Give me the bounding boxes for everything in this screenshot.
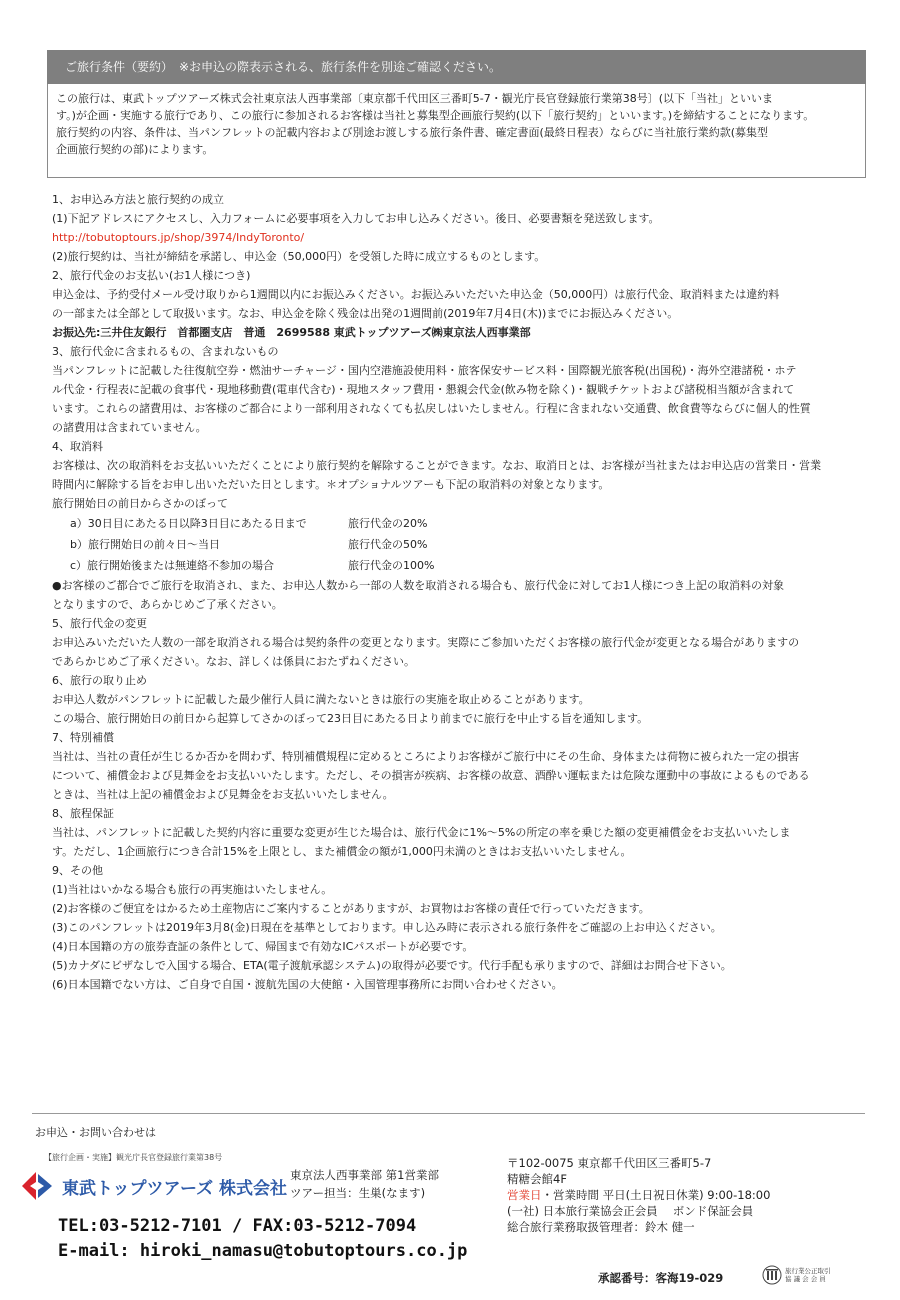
application-url-link[interactable]: http://tobutoptours.jp/shop/3974/IndyToronto/	[52, 231, 305, 244]
text: 申込金は、予約受付メール受け取りから1週間以内にお振込みください。お振込みいただいた申込金（50,000円）は旅行代金、取消料または違約料	[52, 288, 780, 301]
cancellation-fee: 旅行代金の100%	[348, 559, 435, 572]
text: す。ただし、1企画旅行につき合計15%を上限とし、また補償金の額が1,000円未満のときはお支払いいたしません。	[52, 845, 632, 858]
cancellation-row	[70, 513, 862, 534]
cancellation-row	[70, 534, 862, 555]
contact-heading: お申込・お問い合わせは	[35, 1126, 156, 1139]
cancellation-fee-table	[70, 513, 862, 576]
text: (2)旅行契約は、当社が締結を承諾し、申込金（50,000円）を受領した時に成立するものとします。	[52, 250, 546, 263]
postal-address: 〒102-0075 東京都千代田区三番町5-7	[507, 1156, 712, 1170]
cancellation-fee: 旅行代金の20%	[348, 517, 428, 530]
section-title-other: 9、その他	[52, 864, 103, 877]
membership: (一社) 日本旅行業協会正会員 ボンド保証会員	[507, 1204, 754, 1218]
section-title-special-compensation: 7、特別補償	[52, 731, 114, 744]
text: 当パンフレットに記載した往復航空券・燃油サーチャージ・国内空港施設使用料・旅客保安サービス料・国際観光旅客税(出国税)・海外空港諸税・ホテ	[52, 364, 797, 377]
text: 旅行開始日の前日からさかのぼって	[52, 497, 228, 510]
section-title-price-change: 5、旅行代金の変更	[52, 617, 147, 630]
section-title-itinerary-guarantee: 8、旅程保証	[52, 807, 114, 820]
text: 当社は、パンフレットに記載した契約内容に重要な変更が生じた場合は、旅行代金に1%～5%の所定の率を乗じた額の変更補償金をお支払いいたしま	[52, 826, 791, 839]
list-item: (4)日本国籍の方の旅券査証の条件として、帰国まで有効なICパスポートが必要です。	[52, 940, 474, 953]
company-logo-mark-icon	[20, 1170, 54, 1202]
business-hours-text: ・営業時間 平日(土日祝日休業) 9:00-18:00	[541, 1188, 771, 1202]
license-text: 【旅行企画・実施】観光庁長官登録旅行業第38号	[44, 1153, 223, 1162]
terms-content	[52, 190, 862, 994]
company-logo	[20, 1170, 287, 1202]
approval-number: 承認番号：客海19-029	[598, 1271, 724, 1285]
bank-account: お振込先:三井住友銀行 首都圏支店 普通 2699588 東武トップツアーズ㈱東京法人西事業部	[52, 326, 531, 339]
cancellation-period: c）旅行開始後または無連絡不参加の場合	[70, 559, 275, 572]
text: の諸費用は含まれていません。	[52, 421, 207, 434]
intro-box	[47, 84, 866, 178]
list-item: (6)日本国籍でない方は、ご自身で自国・渡航先国の大使館・入国管理事務所にお問い合わせください。	[52, 978, 563, 991]
intro-line: 旅行契約の内容、条件は、当パンフレットの記載内容および別途お渡しする旅行条件書、確定書面(最終日程表）ならびに当社旅行業約款(募集型	[56, 126, 769, 139]
text: 時間内に解除する旨をお申し出いただいた日とします。＊オプショナルツアーも下記の取消料の対象となります。	[52, 478, 610, 491]
text: この場合、旅行開始日の前日から起算してさかのぼって23日目にあたる日より前までに旅行を中止する旨を通知します。	[52, 712, 649, 725]
cancellation-fee: 旅行代金の50%	[348, 538, 428, 551]
text: ときは、当社は上記の補償金および見舞金をお支払いいたしません。	[52, 788, 394, 801]
council-name-line1: 旅行業公正取引	[785, 1267, 831, 1275]
intro-line: す。)が企画・実施する旅行であり、この旅行に参加されるお客様は当社と募集型企画旅行契約(以下「旅行契約」といいます。)を締結することになります。	[56, 109, 815, 122]
fair-trade-council-badge	[762, 1265, 831, 1285]
cancellation-period: b）旅行開始日の前々日～当日	[70, 538, 220, 551]
text: 当社は、当社の責任が生じるか否かを問わず、特別補償規程に定めるところによりお客様がご旅行中にその生命、身体または荷物に被られた一定の損害	[52, 750, 800, 763]
section-title-included: 3、旅行代金に含まれるもの、含まれないもの	[52, 345, 279, 358]
council-name-line2: 協 議 会 会 員	[785, 1275, 826, 1283]
branch-info	[290, 1166, 439, 1202]
section-title-cancellation-of-tour: 6、旅行の取り止め	[52, 674, 147, 687]
text: であらかじめご了承ください。なお、詳しくは係員におたずねください。	[52, 655, 415, 668]
text: います。これらの諸費用は、お客様のご都合により一部利用されなくても払戻しはいたしません。行程に含まれない交通費、飲食費等ならびに個人的性質	[52, 402, 811, 415]
text: となりますので、あらかじめご了承ください。	[52, 598, 283, 611]
section-title-payment: 2、旅行代金のお支払い(お1人様につき)	[52, 269, 251, 282]
phone-email-block	[58, 1214, 467, 1264]
branch-name: 東京法人西事業部 第1営業部	[290, 1168, 439, 1182]
building-name: 精糖会館4F	[507, 1172, 567, 1186]
text: について、補償金および見舞金をお支払いいたします。ただし、その損害が疾病、お客様の故意、酒酔い運転または危険な運動中の事故によるものである	[52, 769, 810, 782]
text: お申込みいただいた人数の一部を取消される場合は契約条件の変更となります。実際にご参加いただくお客様の旅行代金が変更となる場合がありますの	[52, 636, 800, 649]
council-emblem-icon	[762, 1265, 782, 1285]
section-title-application: 1、お申込み方法と旅行契約の成立	[52, 193, 224, 206]
text: お客様は、次の取消料をお支払いいただくことにより旅行契約を解除することができます。なお、取消日とは、お客様が当社またはお申込店の営業日・営業	[52, 459, 822, 472]
company-name: 東武トップツアーズ 株式会社	[62, 1178, 288, 1199]
text: お申込人数がパンフレットに記載した最少催行人員に満たないときは旅行の実施を取止めることがあります。	[52, 693, 590, 706]
email-link[interactable]: E-mail: hiroki_namasu@tobutoptours.co.jp	[58, 1241, 468, 1261]
list-item: (3)このパンフレットは2019年3月8(金)日現在を基準としております。申し込み時に表示される旅行条件をご確認の上お申込ください。	[52, 921, 722, 934]
list-item: (2)お客様のご便宜をはかるため土産物店にご案内することがありますが、お買物はお客様の責任で行っていただきます。	[52, 902, 650, 915]
tour-contact-person: ツアー担当：生巣(なます)	[290, 1186, 426, 1200]
business-days-label: 営業日	[507, 1188, 542, 1202]
cancellation-period: a）30日目にあたる日以降3日目にあたる日まで	[70, 517, 307, 530]
text: ●お客様のご都合でご旅行を取消され、また、お申込人数から一部の人数を取消される場合も、旅行代金に対してお1人様につき上記の取消料の対象	[52, 579, 785, 592]
conditions-header-title: ご旅行条件（要約） ※お申込の際表示される、旅行条件を別途ご確認ください。	[65, 60, 502, 74]
conditions-header	[47, 50, 866, 84]
cancellation-row	[70, 555, 862, 576]
address-block	[507, 1155, 770, 1235]
list-item: (1)当社はいかなる場合も旅行の再実施はいたしません。	[52, 883, 333, 896]
text: ル代金・行程表に記載の食事代・現地移動費(電車代含む)・現地スタッフ費用・懇親会代金(飲み物を除く)・観戦チケットおよび諸税相当額が含まれて	[52, 383, 795, 396]
text: の一部または全部として取扱います。なお、申込金を除く残金は出発の1週間前(2019年7月4日(木))までにお振込みください。	[52, 307, 679, 320]
intro-line: この旅行は、東武トップツアーズ株式会社東京法人西事業部〔東京都千代田区三番町5-7・観光庁長官登録旅行業第38号〕(以下「当社」といいま	[56, 92, 774, 105]
section-title-cancellation: 4、取消料	[52, 440, 103, 453]
intro-line: 企画旅行契約の部)によります。	[56, 143, 214, 156]
phone-fax[interactable]: TEL:03-5212-7101 / FAX:03-5212-7094	[58, 1216, 417, 1236]
text: (1)下記アドレスにアクセスし、入力フォームに必要事項を入力してお申し込みください。後日、必要書類を発送致します。	[52, 212, 660, 225]
footer-divider	[32, 1113, 865, 1114]
business-hours	[507, 1187, 770, 1203]
list-item: (5)カナダにビザなしで入国する場合、ETA(電子渡航承認システム)の取得が必要です。代行手配も承りますので、詳細はお問合せ下さい。	[52, 959, 732, 972]
travel-manager: 総合旅行業務取扱管理者：鈴木 健一	[507, 1220, 695, 1234]
